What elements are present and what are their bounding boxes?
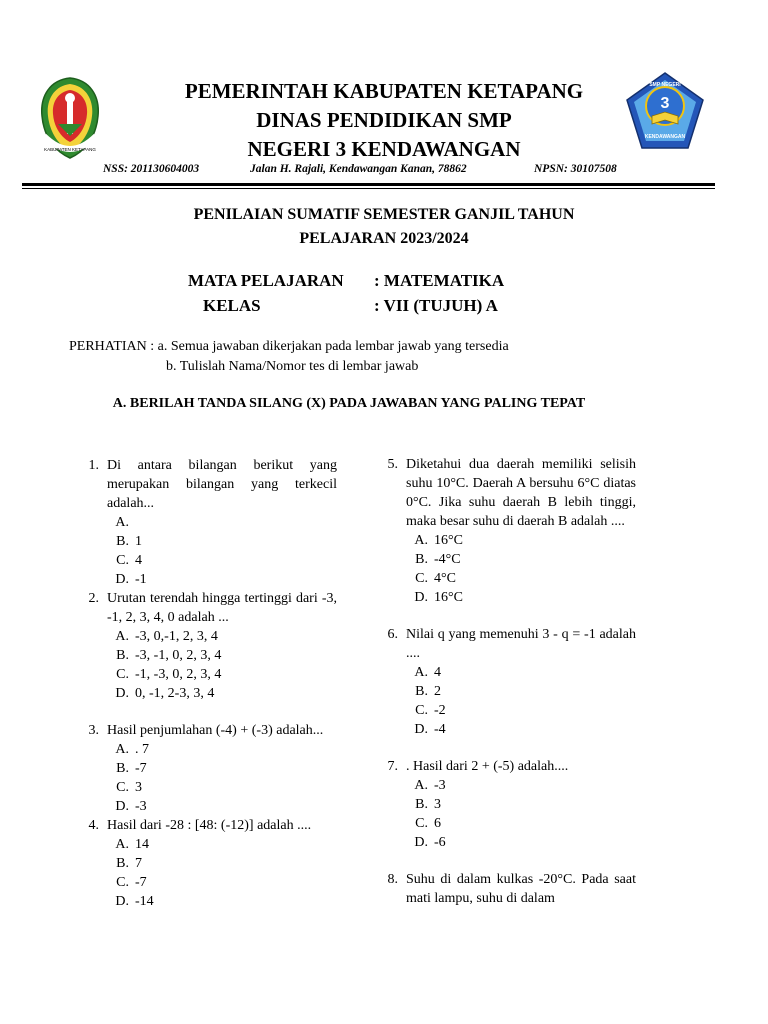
answer-option[interactable] [406,663,636,682]
question-spacer [376,607,636,625]
subject-value: : MATEMATIKA [374,271,505,290]
answer-option-letter: A. [115,742,129,757]
answer-option[interactable] [107,740,337,759]
question-text: Hasil penjumlahan (-4) + (-3) adalah... [107,723,324,738]
header-government: PEMERINTAH KABUPATEN KETAPANG [184,79,584,103]
question-item [77,589,337,703]
answer-option-text: -3 [434,778,446,793]
answer-option-text: 0, -1, 2-3, 3, 4 [135,686,215,701]
answer-option-text: 2 [434,684,441,699]
answer-option-text: 3 [135,780,142,795]
instruction-b: b. Tulislah Nama/Nomor tes di lembar jawab [166,359,419,374]
subject-label: MATA PELAJARAN [188,271,344,290]
answer-option[interactable] [107,835,337,854]
question-item [376,757,636,852]
section-heading: A. BERILAH TANDA SILANG (X) PADA JAWABAN YANG PALING TEPAT [112,396,586,411]
answer-option-letter: D. [414,590,428,605]
answer-option-letter: D. [115,799,129,814]
answer-option[interactable] [406,701,636,720]
question-number: 6. [387,627,398,642]
answer-option-text: 14 [135,837,149,852]
answer-option-text: -7 [135,761,147,776]
answer-option-letter: C. [116,780,129,795]
answer-option-letter: B. [415,797,428,812]
class-value: : VII (TUJUH) A [374,296,498,315]
answer-option-letter: A. [414,533,428,548]
answer-option[interactable] [107,627,337,646]
answer-option[interactable] [406,720,636,739]
answer-option[interactable] [406,682,636,701]
svg-text:KABUPATEN KETAPANG: KABUPATEN KETAPANG [44,147,96,152]
answer-option-letter: B. [415,552,428,567]
question-item [77,816,337,911]
answer-option-letter: A. [115,515,129,530]
question-item [376,625,636,739]
question-text: Urutan terendah hingga tertinggi dari -3, -1, 2, 3, 4, 0 adalah ... [107,591,337,625]
question-number: 7. [387,759,398,774]
answer-option[interactable] [107,892,337,911]
exam-title-line1: PENILAIAN SUMATIF SEMESTER GANJIL TAHUN [193,206,575,223]
svg-text:3: 3 [660,95,670,112]
answer-option-letter: C. [116,553,129,568]
answer-option-text: -3, -1, 0, 2, 3, 4 [135,648,222,663]
answer-option-text: -6 [434,835,446,850]
answer-option-letter: A. [115,837,129,852]
question-number: 2. [88,591,99,606]
question-spacer [376,852,636,870]
class-label: KELAS [203,296,261,315]
answer-option-text: 3 [434,797,441,812]
answer-option[interactable] [107,646,337,665]
answer-option-text: 7 [135,856,142,871]
answer-option-text: . 7 [135,742,149,757]
question-item [376,455,636,607]
answer-option[interactable] [406,531,636,550]
answer-option-letter: A. [414,778,428,793]
answer-option[interactable] [406,795,636,814]
question-text: Di antara bilangan berikut yang merupakan bilangan yang terkecil adalah... [107,458,337,511]
answer-option[interactable] [107,854,337,873]
answer-option[interactable] [107,551,337,570]
answer-option[interactable] [406,588,636,607]
header-nss: NSS: 201130604003 [103,163,200,175]
answer-option[interactable] [107,513,337,532]
question-number: 4. [88,818,99,833]
answer-option[interactable] [107,778,337,797]
answer-option-letter: C. [415,571,428,586]
answer-option-letter: B. [116,856,129,871]
answer-option-text: 4 [135,553,142,568]
answer-option-letter: D. [115,894,129,909]
answer-option-letter: A. [414,665,428,680]
question-column-right [376,455,636,908]
svg-text:SMP NEGERI: SMP NEGERI [649,82,681,88]
answer-option-text: -14 [135,894,154,909]
header-department: DINAS PENDIDIKAN SMP [256,108,512,132]
question-number: 8. [387,872,398,887]
answer-option-letter: B. [116,534,129,549]
question-item [77,456,337,589]
answer-option-letter: D. [414,835,428,850]
answer-option-text: -2 [434,703,446,718]
question-text: Suhu di dalam kulkas -20°C. Pada saat mati lampu, suhu di dalam [406,872,636,906]
question-column-left [77,456,337,911]
answer-option-letter: B. [415,684,428,699]
answer-option-letter: C. [116,875,129,890]
answer-option-text: 1 [135,534,142,549]
answer-option-letter: D. [115,686,129,701]
question-number: 5. [387,457,398,472]
answer-option-text: -3, 0,-1, 2, 3, 4 [135,629,218,644]
answer-option[interactable] [406,833,636,852]
answer-option-letter: D. [414,722,428,737]
question-number: 3. [88,723,99,738]
answer-option-letter: C. [415,703,428,718]
answer-option-letter: A. [115,629,129,644]
svg-text:KENDAWANGAN: KENDAWANGAN [644,134,686,140]
question-text: . Hasil dari 2 + (-5) adalah.... [406,759,569,774]
question-item [376,870,636,908]
answer-option-text: -3 [135,799,147,814]
answer-option-text: 16°C [434,590,463,605]
answer-option[interactable] [107,532,337,551]
answer-option-text: 4 [434,665,441,680]
answer-option-text: -7 [135,875,147,890]
instruction-a: PERHATIAN : a. Semua jawaban dikerjakan pada lembar jawab yang tersedia [69,339,509,354]
answer-option-text: -1, -3, 0, 2, 3, 4 [135,667,222,682]
question-spacer [376,739,636,757]
header-npsn: NPSN: 30107508 [534,163,617,175]
answer-option[interactable] [406,550,636,569]
answer-option-text: 4°C [434,571,456,586]
answer-option[interactable] [406,814,636,833]
answer-option[interactable] [107,759,337,778]
answer-option[interactable] [406,776,636,795]
answer-option-text: -4 [434,722,446,737]
answer-option-letter: B. [116,761,129,776]
answer-option-text: -1 [135,572,147,587]
answer-option-text: -4°C [434,552,461,567]
question-text: Hasil dari -28 : [48: (-12)] adalah .... [107,818,312,833]
answer-option[interactable] [107,665,337,684]
question-spacer [77,703,337,721]
answer-option-letter: C. [415,816,428,831]
answer-option-letter: D. [115,572,129,587]
answer-option-text: 6 [434,816,441,831]
answer-option[interactable] [406,569,636,588]
header-divider-thin [22,188,715,189]
header-address: Jalan H. Rajali, Kendawangan Kanan, 78862 [250,163,467,175]
question-number: 1. [88,458,99,473]
exam-title-line2: PELAJARAN 2023/2024 [299,230,469,247]
answer-option[interactable] [107,873,337,892]
question-text: Nilai q yang memenuhi 3 - q = -1 adalah .... [406,627,636,661]
question-item [77,721,337,816]
answer-option[interactable] [107,570,337,589]
answer-option-letter: B. [116,648,129,663]
header-divider-thick [22,183,715,186]
answer-option[interactable] [107,684,337,703]
header-school: NEGERI 3 KENDAWANGAN [247,137,521,161]
answer-option-text: 16°C [434,533,463,548]
answer-option-letter: C. [116,667,129,682]
question-text: Diketahui dua daerah memiliki selisih suhu 10°C. Daerah A bersuhu 6°C diatas 0°C. Jika suhu daerah B lebih tinggi, maka besar suhu di daerah B adalah .... [406,457,636,529]
answer-option[interactable] [107,797,337,816]
